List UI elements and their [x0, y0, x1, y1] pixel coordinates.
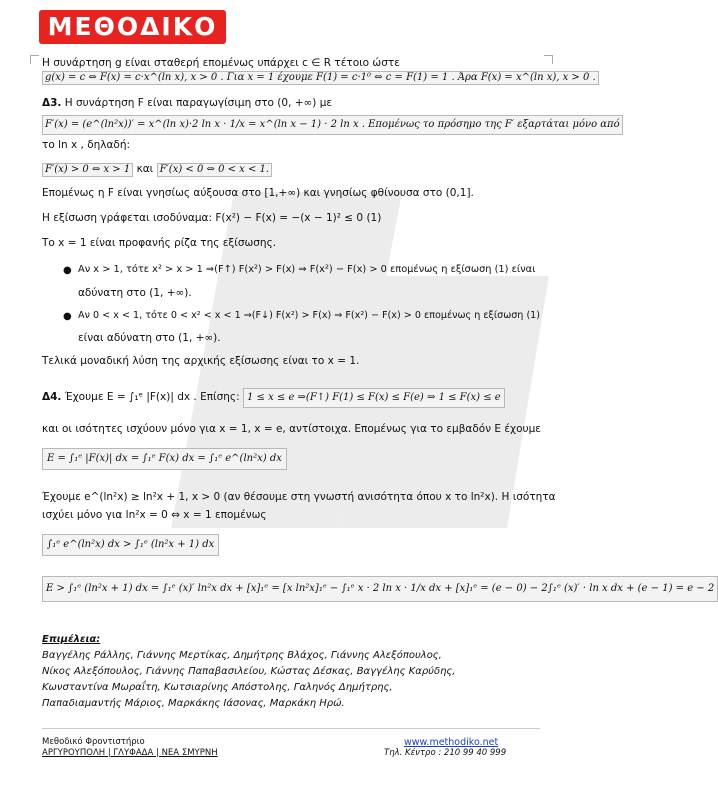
- section-d3: Δ3. Η συνάρτηση F είναι παραγωγίσιμη στο (0, +∞) με: [42, 97, 333, 109]
- text-line: το ln x , δηλαδή:: [42, 139, 131, 151]
- math-line: F′(x) > 0 ⇔ x > 1 και F′(x) < 0 ⇔ 0 < x < 1.: [42, 162, 272, 177]
- footer-locations: ΑΡΓΥΡΟΥΠΟΛΗ | ΓΛΥΦΑΔΑ | ΝΕΑ ΣΜΥΡΝΗ: [42, 748, 218, 758]
- text-line: Επομένως η F είναι γνησίως αύξουσα στο [1,+∞) και γνησίως φθίνουσα στο (0,1].: [42, 187, 474, 199]
- footer-phone: Τηλ. Κέντρο : 210 99 40 999: [384, 748, 507, 758]
- footer-company: Μεθοδικό Φροντιστήριο: [42, 737, 145, 747]
- text-line: Έχουμε e^(ln²x) ≥ ln²x + 1, x > 0 (αν θέσουμε στη γνωστή ανισότητα όπου x το ln²x). Η ισότητα: [42, 491, 556, 503]
- math-line: g(x) = c ⇔ F(x) = c·x^(ln x), x > 0 . Για x = 1 έχουμε F(1) = c·1⁰ ⇔ c = F(1) = 1 . Άρα F(x) = x^(ln x), x > 0 .: [42, 71, 599, 85]
- text-line: Η εξίσωση γράφεται ισοδύναμα: F(x²) − F(x) = −(x − 1)² ≤ 0 (1): [42, 212, 382, 224]
- bullet-line: Αν 0 < x < 1, τότε 0 < x² < x < 1 ⇒(F↓) F(x²) > F(x) ⇒ F(x²) − F(x) > 0 επομένως η εξίσωση (1): [78, 310, 541, 321]
- methodiko-logo: ΜΕΘΟΔΙΚΟ: [39, 10, 226, 44]
- crop-mark: [30, 55, 39, 64]
- section-d4: Δ4. Έχουμε E = ∫₁ᵉ |F(x)| dx . Επίσης: 1 ≤ x ≤ e ⇒(F↑) F(1) ≤ F(x) ≤ F(e) ⇒ 1 ≤ F(x) ≤ e: [42, 388, 505, 408]
- math-block: E = ∫₁ᵉ |F(x)| dx = ∫₁ᵉ F(x) dx = ∫₁ᵉ e^(ln²x) dx: [42, 448, 287, 470]
- bullet-icon: ●: [63, 265, 72, 276]
- math-block: ∫₁ᵉ e^(ln²x) dx > ∫₁ᵉ (ln²x + 1) dx: [42, 534, 219, 556]
- bullet-line: Αν x > 1, τότε x² > x > 1 ⇒(F↑) F(x²) > F(x) ⇒ F(x²) − F(x) > 0 επομένως η εξίσωση (1) είναι: [78, 264, 536, 275]
- footer-website-link[interactable]: www.methodiko.net: [404, 737, 499, 748]
- text-line: Τελικά μοναδική λύση της αρχικής εξίσωσης είναι το x = 1.: [42, 355, 360, 367]
- math-line: F′(x) = (e^(ln²x))′ = x^(ln x)·2 ln x · 1/x = x^(ln x − 1) · 2 ln x . Επομένως το πρόσημο της F′ εξαρτάται μόνο από: [42, 115, 623, 135]
- credits-row: Νίκος Αλεξόπουλος, Γιάννης Παπαβασιλείου, Κώστας Δέσκας, Βαγγέλης Καρύδης,: [42, 666, 456, 677]
- credits-title: Επιμέλεια:: [42, 634, 101, 645]
- bullet-icon: ●: [63, 311, 72, 322]
- text-line: Η συνάρτηση g είναι σταθερή επομένως υπάρχει c ∈ R τέτοιο ώστε: [42, 57, 400, 69]
- bullet-line: αδύνατη στο (1, +∞).: [78, 287, 192, 299]
- crop-mark: [544, 55, 553, 64]
- text-line: ισχύει μόνο για ln²x = 0 ⇔ x = 1 επομένως: [42, 509, 267, 521]
- credits-row: Βαγγέλης Ράλλης, Γιάννης Μερτίκας, Δημήτρης Βλάχος, Γιάννης Αλεξόπουλος,: [42, 650, 442, 661]
- text-line: και οι ισότητες ισχύουν μόνο για x = 1, x = e, αντίστοιχα. Επομένως για το εμβαδόν E έχουμε: [42, 423, 541, 435]
- credits-block: [42, 632, 455, 712]
- bullet-line: είναι αδύνατη στο (1, +∞).: [78, 332, 221, 344]
- math-block: E > ∫₁ᵉ (ln²x + 1) dx = ∫₁ᵉ (x)′ ln²x dx + [x]₁ᵉ = [x ln²x]₁ᵉ − ∫₁ᵉ x · 2 ln x · 1/x dx + [x]₁ᵉ = (e − 0) − 2∫₁ᵉ (x)′ · ln x dx + (e − 1) = e − 2: [42, 576, 542, 602]
- text-line: Το x = 1 είναι προφανής ρίζα της εξίσωσης.: [42, 237, 277, 249]
- footer-divider: [42, 728, 540, 729]
- credits-row: Παπαδιαμαντής Μάριος, Μαρκάκης Ιάσονας, Μαρκάκη Ηρώ.: [42, 698, 345, 709]
- credits-row: Κωνσταντίνα Μωραΐτη, Κωτσιαρίνης Απόστολης, Γαληνός Δημήτρης,: [42, 682, 393, 693]
